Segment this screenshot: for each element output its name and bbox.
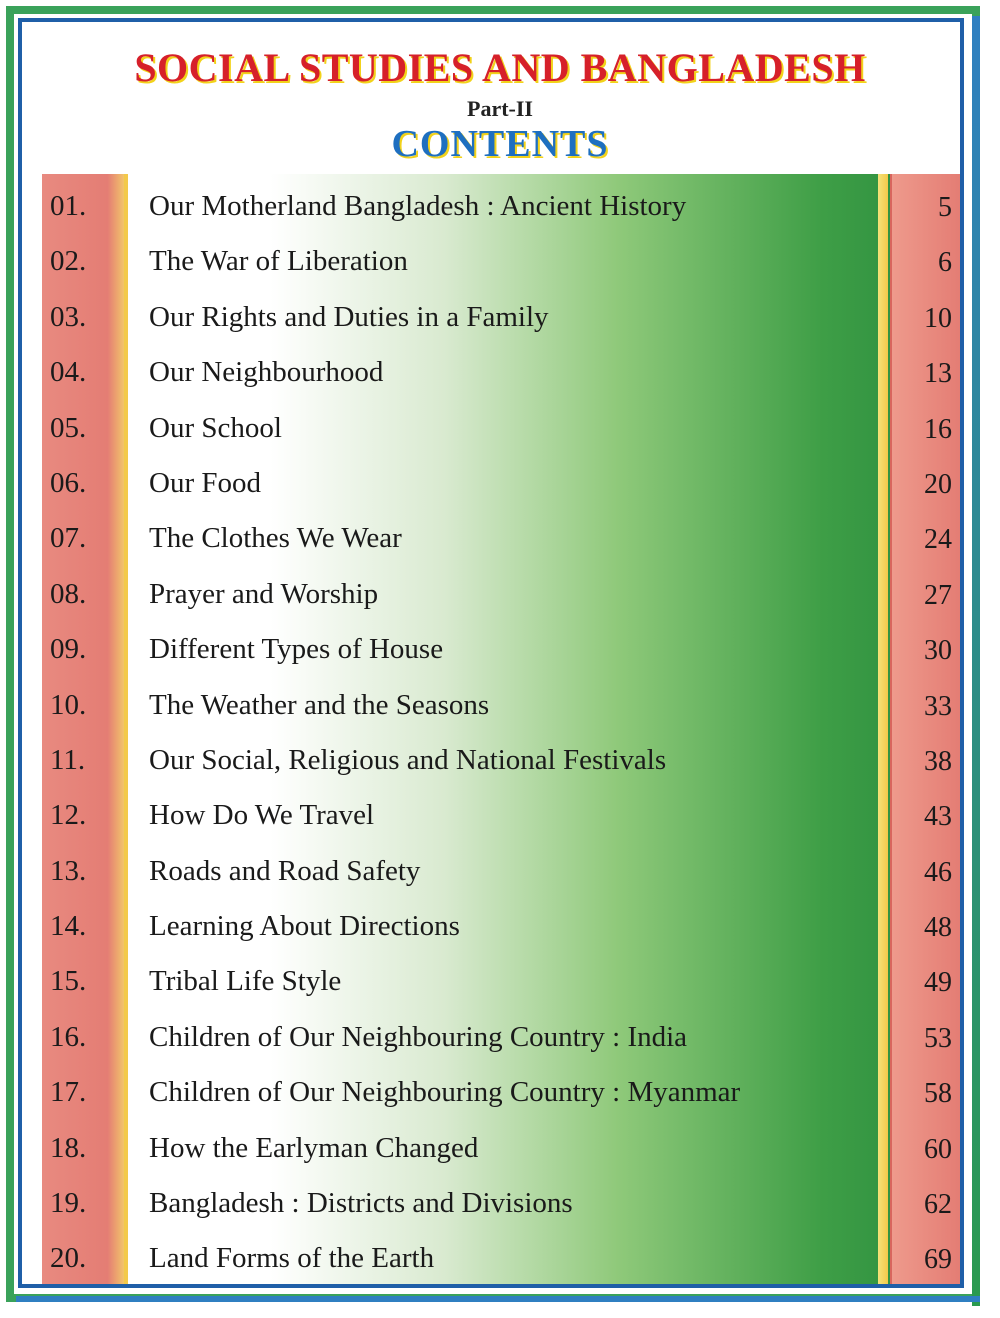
chapter-number: 02. xyxy=(50,245,87,278)
chapter-number: 06. xyxy=(50,466,87,499)
toc-row[interactable] xyxy=(40,241,960,296)
part-label: Part-II xyxy=(467,96,533,121)
chapter-title[interactable]: Roads and Road Safety xyxy=(149,854,421,887)
chapter-title[interactable]: The Weather and the Seasons xyxy=(149,688,490,721)
toc-row[interactable] xyxy=(40,1238,960,1293)
chapter-number: 15. xyxy=(50,965,87,998)
chapter-number: 20. xyxy=(50,1242,87,1275)
page-number: 62 xyxy=(924,1189,952,1221)
book-title: SOCIAL STUDIES AND BANGLADESH xyxy=(134,45,866,90)
chapter-number: 03. xyxy=(50,300,87,333)
chapter-title[interactable]: Our School xyxy=(149,411,282,444)
page-number: 5 xyxy=(938,192,952,223)
chapter-title[interactable]: Children of Our Neighbouring Country : Myanmar xyxy=(149,1076,741,1109)
chapter-number: 19. xyxy=(50,1187,87,1220)
chapter-title[interactable]: Our Food xyxy=(149,466,261,499)
toc-row[interactable] xyxy=(40,186,960,241)
chapter-number: 16. xyxy=(50,1020,87,1053)
page-number: 38 xyxy=(924,745,952,777)
page-number: 13 xyxy=(924,358,952,390)
toc-row[interactable] xyxy=(40,961,960,1016)
chapter-title[interactable]: Bangladesh : Districts and Divisions xyxy=(149,1187,573,1220)
chapter-number: 10. xyxy=(50,688,87,721)
chapter-number: 14. xyxy=(50,910,87,943)
toc-row[interactable] xyxy=(40,1072,960,1127)
page-number: 30 xyxy=(924,635,952,667)
chapter-title[interactable]: Our Social, Religious and National Festivals xyxy=(149,743,667,776)
chapter-title[interactable]: Tribal Life Style xyxy=(149,965,342,998)
toc-row[interactable] xyxy=(40,463,960,518)
chapter-number: 17. xyxy=(50,1076,87,1109)
chapter-title[interactable]: Different Types of House xyxy=(149,633,444,666)
page-number: 33 xyxy=(924,690,952,722)
toc-row[interactable] xyxy=(40,906,960,961)
bottom-border-strip xyxy=(16,1296,980,1302)
chapter-title[interactable]: Our Rights and Duties in a Family xyxy=(149,300,549,333)
chapter-title[interactable]: Our Motherland Bangladesh : Ancient History xyxy=(149,190,687,222)
toc-row[interactable] xyxy=(40,795,960,850)
chapter-number: 08. xyxy=(50,577,87,610)
chapter-title[interactable]: Learning About Directions xyxy=(149,910,460,943)
page-number: 58 xyxy=(924,1078,952,1110)
chapter-title[interactable]: The Clothes We Wear xyxy=(149,522,402,555)
page-number: 43 xyxy=(924,801,952,833)
chapter-number: 13. xyxy=(50,854,87,887)
toc-row[interactable] xyxy=(40,685,960,740)
chapter-title[interactable]: Children of Our Neighbouring Country : India xyxy=(149,1020,688,1053)
chapter-number: 09. xyxy=(50,633,87,666)
toc-row[interactable] xyxy=(40,518,960,573)
chapter-number: 01. xyxy=(50,190,87,222)
chapter-number: 18. xyxy=(50,1131,87,1164)
table-of-contents xyxy=(40,174,960,1284)
toc-row[interactable] xyxy=(40,1017,960,1072)
chapter-number: 07. xyxy=(50,522,87,555)
page-number: 6 xyxy=(938,247,952,279)
page-number: 27 xyxy=(924,579,952,611)
page-number: 24 xyxy=(924,524,952,556)
page-number: 48 xyxy=(924,912,952,944)
toc-row[interactable] xyxy=(40,851,960,906)
chapter-title[interactable]: Our Neighbourhood xyxy=(149,356,384,389)
toc-row[interactable] xyxy=(40,352,960,407)
chapter-number: 04. xyxy=(50,356,87,389)
chapter-number: 05. xyxy=(50,411,87,444)
toc-row[interactable] xyxy=(40,574,960,629)
page-number: 60 xyxy=(924,1133,952,1165)
toc-rows xyxy=(40,186,960,1294)
page-number: 46 xyxy=(924,856,952,888)
toc-row[interactable] xyxy=(40,297,960,352)
toc-row[interactable] xyxy=(40,408,960,463)
page-number: 16 xyxy=(924,413,952,445)
chapter-title[interactable]: How Do We Travel xyxy=(149,799,375,832)
page-number: 10 xyxy=(924,302,952,334)
chapter-number: 12. xyxy=(50,799,87,832)
chapter-number: 11. xyxy=(50,743,86,776)
toc-row[interactable] xyxy=(40,740,960,795)
chapter-title[interactable]: How the Earlyman Changed xyxy=(149,1131,479,1164)
chapter-title[interactable]: Prayer and Worship xyxy=(149,577,379,610)
page-number: 53 xyxy=(924,1022,952,1054)
toc-row[interactable] xyxy=(40,1183,960,1238)
right-border-strip xyxy=(972,16,980,1306)
chapter-title[interactable]: The War of Liberation xyxy=(149,245,408,278)
chapter-title[interactable]: Land Forms of the Earth xyxy=(149,1242,435,1275)
toc-row[interactable] xyxy=(40,629,960,684)
page-number: 69 xyxy=(924,1244,952,1276)
page-number: 20 xyxy=(924,468,952,500)
page-number: 49 xyxy=(924,967,952,999)
contents-heading: CONTENTS xyxy=(391,123,609,165)
toc-row[interactable] xyxy=(40,1128,960,1183)
